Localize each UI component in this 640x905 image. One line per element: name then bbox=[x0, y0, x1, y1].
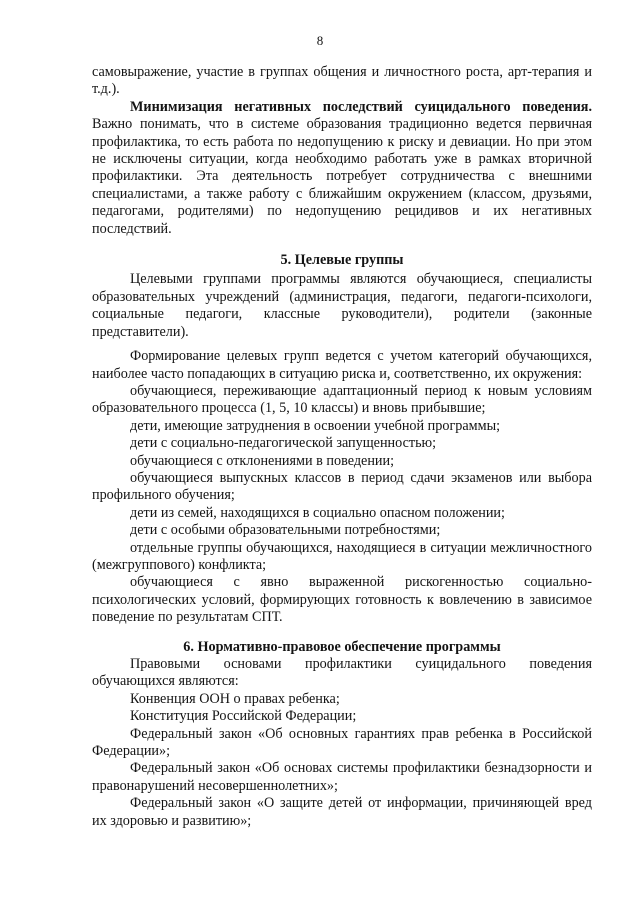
target-group-item: дети с социально-педагогической запущенностью; bbox=[130, 435, 437, 452]
section-5-heading: 5. Целевые группы bbox=[280, 252, 404, 269]
target-group-item: обучающиеся выпускных классов в период сдачи экзаменов или выбора профильного обучения; bbox=[92, 469, 592, 504]
legal-basis-item: Конвенция ООН о правах ребенка; bbox=[130, 690, 340, 707]
page-number: 8 bbox=[316, 33, 324, 48]
legal-basis-item: Федеральный закон «Об основных гарантиях прав ребенка в Российской Федерации»; bbox=[92, 725, 592, 760]
section-5-intro: Целевыми группами программы являются обучающиеся, специалисты образовательных учреждений (администрация, педагоги, педагоги-психологи, социальные педагоги, классные руководители), родители (законные представители). bbox=[92, 271, 592, 340]
section-5-formation: Формирование целевых групп ведется с учетом категорий обучающихся, наиболее часто попадающих в ситуацию риска и, соответственно, их окружения: bbox=[92, 348, 592, 382]
target-group-item: отдельные группы обучающихся, находящиеся в ситуации межличностного (межгруппового) конфликта; bbox=[92, 539, 592, 573]
target-group-item: обучающиеся, переживающие адаптационный период к новым условиям образовательного процесса (1, 5, 10 классы) и вновь прибывшие; bbox=[92, 382, 592, 417]
target-group-item: дети из семей, находящихся в социально опасном положении; bbox=[130, 504, 505, 521]
legal-basis-item: Конституция Российской Федерации; bbox=[130, 708, 357, 725]
section-6-heading: 6. Нормативно-правовое обеспечение программы bbox=[183, 638, 501, 655]
legal-basis-item: Федеральный закон «О защите детей от информации, причиняющей вред их здоровью и развитию»; bbox=[92, 795, 592, 829]
paragraph-minimization-text: Важно понимать, что в системе образования традиционно ведется первичная профилактика, то есть работа по недопущению к риску и девиации. Но при этом не исключены ситуации, когда необходимо работать уже в рамках вторичной профилактики. Эта деятельность потребует сотрудничества с внешними специалистами, а также работу с ближайшим окружением (классом, друзьями, педагогами, родителями) по недопущению рецидивов и их негативных последствий. bbox=[92, 116, 592, 237]
target-group-item: дети, имеющие затруднения в освоении учебной программы; bbox=[130, 417, 501, 434]
target-group-item: обучающиеся с отклонениями в поведении; bbox=[130, 452, 395, 469]
paragraph-minimization-title: Минимизация негативных последствий суицидального поведения. bbox=[130, 98, 592, 115]
paragraph-minimization bbox=[92, 99, 592, 238]
paragraph-self-expression: самовыражение, участие в группах общения и личностного роста, арт-терапия и т.д.). bbox=[92, 64, 592, 98]
section-6-intro: Правовыми основами профилактики суицидального поведения обучающихся являются: bbox=[92, 656, 592, 690]
target-group-item: обучающиеся с явно выраженной рискогенностью социально-психологических условий, формирующих готовность к вовлечению в зависимое поведение по результатам СПТ. bbox=[92, 574, 592, 626]
page-body bbox=[92, 64, 592, 830]
legal-basis-item: Федеральный закон «Об основах системы профилактики безнадзорности и правонарушений несовершеннолетних»; bbox=[92, 760, 592, 794]
target-group-item: дети с особыми образовательными потребностями; bbox=[130, 522, 441, 539]
